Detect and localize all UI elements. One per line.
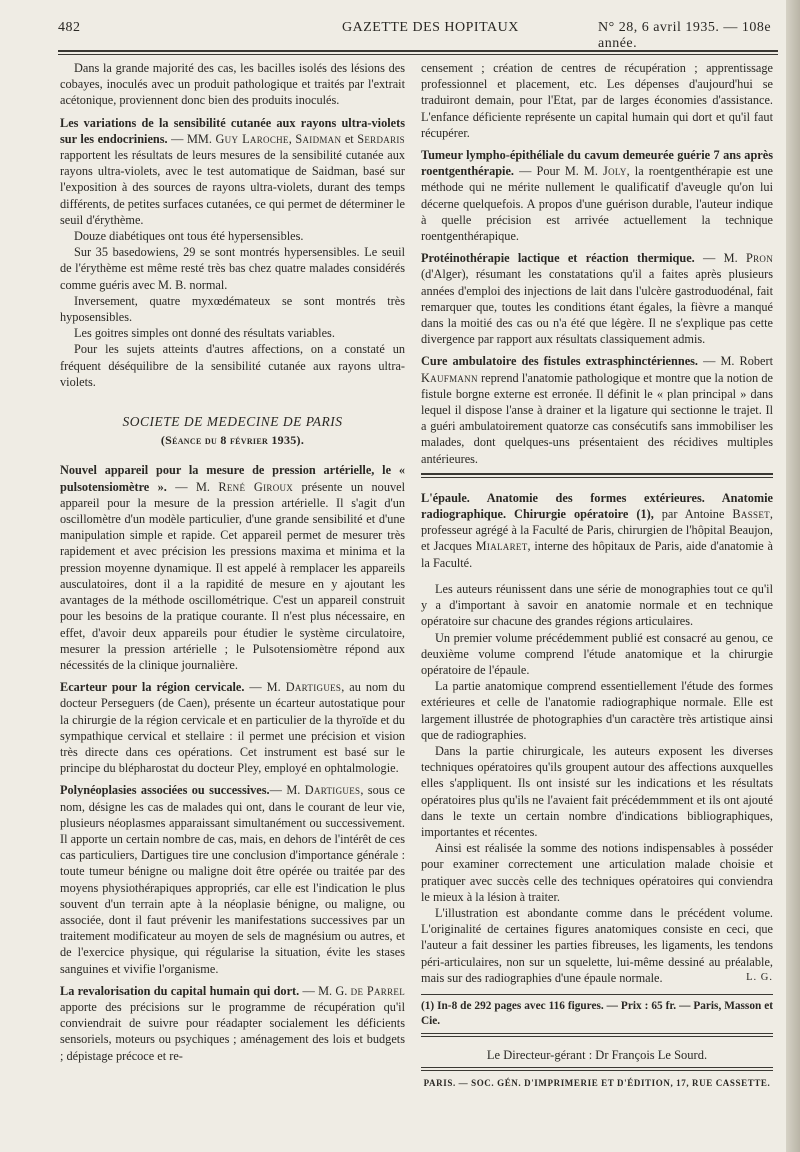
article-title: Ecarteur pour la région cervicale.	[60, 680, 245, 695]
left-column: Dans la grande majorité des cas, les bacilles isolés des lésions des cobayes, inoculés avec un produit pathologique et traités par l'extrait acétonique, proviennent donc bien des produits inoculés. Les variations de la sensibilité cutanée aux rayons ultra-violets sur les endocriniens. — MM. Guy Laroche, Saidman et Serdaris rapportent les résultats de leurs mesures de la sensibilité cutanée aux rayons ultra-violets, avec le test automatique de Saidman, basé sur l'exposition à des sources de rayons ultra-violets, durant des temps différents, de petites surfaces cutanées, ce qui permet de déterminer le seuil d'érythème. Douze diabétiques ont tous été hypersensibles. Sur 35 basedowiens, 29 se sont montrés hypersensibles. Le seuil de l'érythème est même resté très bas chez quatre malades considérés comme guéris avec M. B. normal. Inversement, quatre myxœdémateux se sont montrés très hyposensibles. Les goitres simples ont donné des résultats variables. Pour les sujets atteints d'autres affections, on a constaté un fréquent déséquilibre de la sensibilité cutanée aux rayons ultra-violets. SOCIETE DE MEDECINE DE PARIS (Séance du 8 février 1935). Nouvel appareil pour la mesure de pression artérielle, le « pulsotensiomètre ». — M. René Giroux présente un nouvel appareil pour la mesure de la pression artérielle. Il s'agit d'un oscillomètre d'un modèle particulier, d'une grande sensibilité et d'une manipulation simple et rapide. Cet appareil permet de mesurer très rapidement et avec précision les pressions maxima et minima et la pression moyenne dynamique. Il est appelé à remplacer les appareils ausculatoires, dont il a la rapidité de mesure en y ajoutant les avantages de la méthode oscillométrique. C'est un appareil construit pour les besoins de la pratique courante. Il n'est plus nécessaire, en effet, d'avoir deux appareils pour étudier le système circulatoire, mesurer la pression artérielle ; le Pulsotensiomètre répond aux nécessités de la clinique journalière. Ecarteur pour la région cervicale. — M. Dartigues, au nom du docteur Perseguers (de Caen), présente un écarteur autostatique pour la chirurgie de la région cervicale et en particulier de la thyroïde et du sympathique cervical et stellaire : il permet une précision et vision très directe dans ces opérations. Cet instrument est basé sur le principe du blépharostat du docteur Pley, employé en ophtalmologie. Polynéoplasies associées ou successives.— M. Dartigues, sous ce nom, désigne les cas de malades qui ont, dans le courant de leur vie, plusieurs néoplasmes apparaissant simultanément ou successivement. Il apporte un certain nombre de cas, mais, en dehors de l'intérêt de ces cas particuliers, Dartigues tire une conclusion d'importance générale : toute tumeur bénigne ou maligne doit être opérée ou traitée par des moyens physiothérapiques appropriés, car elle est l'indication le plus souvent d'un terrain apte à la néoplasie bénigne, ou maligne, ou associée, dont il faut prévenir les manifestations successives par un traitement modificateur au moyen de sels de magnésium ou autres, et de l'exercice physique, qui régularise la situation, évite les stases sanguines et vivifie l'organisme. La revalorisation du capital humain qui dort. — M. G. de Parrel apporte des précisions sur le programme de récupération qu'il conviendrait de suivre pour réadapter socialement les déficients sensoriels, moteurs ou psychiques ; aménagement des lois et budgets ; dépistage précoce et re-	[60, 61, 406, 1063]
author-name: Dartigues	[285, 680, 342, 695]
author-name: Pron	[745, 251, 774, 266]
footer-rule	[421, 1033, 773, 1037]
paragraph: Les auteurs réunissent dans une série de monographies tout ce qu'il y a d'important à savoir en anatomie normale et en technique opératoire sur chacune des grandes régions articulaires.	[421, 581, 773, 629]
paragraph: Les goitres simples ont donné des résultats variables.	[74, 326, 335, 341]
article-title: Cure ambulatoire des fistules extrasphinctériennes.	[421, 354, 699, 369]
paragraph: censement ; création de centres de récupération ; apprentissage professionnel et placement, etc. Les dépenses d'aujourd'hui se traduiront demain, pour l'Etat, par de larges économies d'assistance. L'enfance déficiente représente un capital humain qui dort et qu'il faut récupérer.	[421, 61, 773, 140]
author-name: Guy Laroche	[215, 131, 289, 146]
page-edge	[786, 0, 800, 1152]
author-name: Kaufmann	[421, 370, 478, 385]
section-subtitle: (Séance du 8 février 1935).	[160, 433, 305, 448]
author-name: Saidman	[295, 131, 342, 146]
article-title: Polynéoplasies associées ou successives.	[60, 783, 270, 798]
header-rule-thin	[58, 54, 778, 55]
paragraph: Sur 35 basedowiens, 29 se sont montrés hypersensibles. Le seuil de l'érythème est même resté très bas chez quatre malades considérés comme guéris avec M. B. normal.	[60, 245, 405, 292]
paragraph: Douze diabétiques ont tous été hypersensibles.	[74, 229, 304, 244]
review-signature: L. G.	[746, 971, 773, 983]
paragraph: Inversement, quatre myxœdémateux se sont montrés très hyposensibles.	[60, 293, 405, 325]
section-divider	[421, 473, 773, 478]
header-rule	[58, 50, 778, 52]
footer-rule	[421, 1067, 773, 1071]
director-line: Le Directeur-gérant : Dr François Le Sourd.	[486, 1047, 708, 1062]
footnote: (1) In-8 de 292 pages avec 116 figures. — Prix : 65 fr. — Paris, Masson et Cie.	[421, 999, 773, 1027]
author-name: René Giroux	[218, 479, 294, 494]
paragraph: Dans la grande majorité des cas, les bacilles isolés des lésions des cobayes, inoculés avec un produit pathologique et traités par l'extrait acétonique, proviennent donc bien des produits inoculés.	[60, 61, 405, 108]
author-name: de Parrel	[350, 983, 405, 998]
journal-title: GAZETTE DES HOPITAUX	[342, 20, 519, 35]
article-title: Les variations de la sensibilité cutanée aux rayons ultra-violets sur les endocriniens.	[60, 115, 405, 146]
article-title: Tumeur lympho-épithéliale du cavum demeurée guérie 7 ans après roentgenthérapie.	[421, 148, 773, 179]
article-title: Protéinothérapie lactique et réaction thermique.	[421, 251, 695, 266]
section-title: SOCIETE DE MEDECINE DE PARIS	[122, 414, 343, 430]
page-number: 482	[58, 20, 81, 35]
issue-info: N° 28, 6 avril 1935. — 108e année.	[598, 20, 772, 51]
paragraph: Un premier volume précédemment publié est consacré au genou, ce deuxième volume comprend l'étude anatomique et la chirurgie opératoire de l'épaule.	[421, 630, 773, 677]
book-review: L'épaule. Anatomie des formes extérieures. Anatomie radiographique. Chirurgie opératoire (1), par Antoine Basset, professeur agrégé à la Faculté de Paris, chirurgien de l'hôpital Beaujon, et Jacques Mialaret, interne des hôpitaux de Paris, aide d'anatomie à la Faculté. Les auteurs réunissent dans une série de monographies tout ce qu'il y a d'important à savoir en anatomie normale et en technique opératoire sur chacune des grandes régions articulaires. Un premier volume précédemment publié est consacré au genou, ce deuxième volume comprend l'étude anatomique et la chirurgie opératoire de l'épaule. La partie anatomique comprend essentiellement l'étude des formes extérieures et celle de l'anatomie radiographique normale. Elle est largement illustrée de photographies d'un caractère très artistique ainsi que de radiographies. Dans la partie chirurgicale, les auteurs exposent les diverses techniques opératoires qu'ils groupent autour des affections auxquelles elles s'appliquent. Ils ont insisté sur les indications et les résultats opératoires plus qu'ils ne l'avaient fait précédemmment et ils ont ajouté dans le texte un certain nombre d'indications bibliographiques, importantes et récentes. Ainsi est réalisée la somme des notions indispensables à posséder pour examiner correctement une articulation malade choisie et pratiquer avec succès celle des techniques opératoires qui conviendra le mieux à la lésion à traiter. L'illustration est abondante comme dans le précédent volume. L'originalité de certaines figures anatomiques consiste en ceci, que l'auteur a fait dessiner les parties fibreuses, les ligaments, les tendons péri-articulaires, non sur un squelette, lui-même dessiné au préalable, mais sur des radiographies d'une épaule normale. L. G.	[421, 490, 773, 985]
paragraph: L'illustration est abondante comme dans le précédent volume. L'originalité de certaines figures anatomiques consiste en ceci, que l'auteur a fait dessiner les parties fibreuses, les ligaments, les tendons péri-articulaires, non sur un squelette, lui-même dessiné au préalable, mais sur des radiographies d'une épaule normale. L. G.	[421, 905, 773, 985]
author-name: Basset	[732, 507, 770, 522]
printer-line: PARIS. — SOC. GÉN. D'IMPRIMERIE ET D'ÉDITION, 17, RUE CASSETTE.	[423, 1078, 771, 1089]
article-title: Nouvel appareil pour la mesure de pression artérielle, le « pulsotensiomètre ».	[60, 463, 405, 494]
paragraph: Dans la partie chirurgicale, les auteurs exposent les diverses techniques opératoires qu'ils groupent autour des affections auxquelles elles s'appliquent. Ils ont insisté sur les indications et les résultats opératoires plus qu'ils ne l'avaient fait précédemmment et ils ont ajouté dans le texte un certain nombre d'indications bibliographiques, importantes et récentes.	[421, 743, 773, 839]
running-header	[58, 20, 778, 51]
author-name: Serdaris	[357, 131, 405, 146]
paragraph: Ainsi est réalisée la somme des notions indispensables à posséder pour examiner correctement une articulation malade choisie et pratiquer avec succès celle des techniques opératoires qui conviendra le mieux à la lésion à traiter.	[421, 841, 773, 904]
paragraph: La partie anatomique comprend essentiellement l'étude des formes extérieures et celle de l'anatomie radiographique normale. Elle est largement illustrée de photographies d'un caractère très artistique ainsi que de radiographies.	[421, 679, 773, 742]
author-name: Dartigues	[304, 783, 361, 798]
book-title: L'épaule. Anatomie des formes extérieures. Anatomie radiographique. Chirurgie opératoire (1),	[421, 490, 773, 522]
paragraph: Pour les sujets atteints d'autres affections, on a constaté un fréquent déséquilibre de la sensibilité cutanée aux rayons ultra-violets.	[60, 342, 405, 389]
author-name: Mialaret	[475, 539, 528, 554]
article-title: La revalorisation du capital humain qui dort.	[60, 983, 300, 998]
right-column: censement ; création de centres de récupération ; apprentissage professionnel et placement, etc. Les dépenses d'aujourd'hui se traduiront demain, pour l'Etat, par de larges économies d'assistance. L'enfance déficiente représente un capital humain qui dort et qu'il faut récupérer. Tumeur lympho-épithéliale du cavum demeurée guérie 7 ans après roentgenthérapie. — Pour M. M. Joly, la roentgenthérapie est une méthode qui ne mérite nullement le qualificatif d'aveugle qu'on lui décerne quelquefois. A propos d'une guérison durable, l'auteur indique à quelle précision est arrivée actuellement la technique roentgenthérapique. Protéinothérapie lactique et réaction thermique. — M. Pron (d'Alger), résumant les constatations qu'il a faites après plusieurs années d'emploi des injections de lait dans l'ulcère gastroduodénal, fait remarquer que, toutes les conditions étant égales, la fièvre a manqué dans la moitié des cas ou n'a été que légère. Il ne s'explique pas cette divergence par rapport aux résultats classiquement admis. Cure ambulatoire des fistules extrasphinctériennes. — M. Robert Kaufmann reprend l'anatomie pathologique et montre que la notion de fistule borgne externe est erronée. Il définit le « plan principal » dans lequel il dispose l'anse à drainer et la ligature qui sectionne le trajet. Il a guéri ambulatoirement quatorze cas consécutifs sans immobiliser les malades, dont quelques-uns présentaient des récidives multiples antérieures. L'épaule. Anatomie des formes extérieures. Anatomie radiographique. Chirurgie opératoire (1), par Antoine Basset, professeur agrégé à la Faculté de Paris, chirurgien de l'hôpital Beaujon, et Jacques Mialaret, interne des hôpitaux de Paris, aide d'anatomie à la Faculté. Les auteurs réunissent dans une série de monographies tout ce qu'il y a d'important à savoir en anatomie normale et en technique opératoire sur chacune des grandes régions articulaires. Un premier volume précédemment publié est consacré au genou, ce deuxième volume comprend l'étude anatomique et la chirurgie opératoire de l'épaule. La partie anatomique comprend essentiellement l'étude des formes extérieures et celle de l'anatomie radiographique normale. Elle est largement illustrée de photographies d'un caractère très artistique ainsi que de radiographies. Dans la partie chirurgicale, les auteurs exposent les diverses techniques opératoires qu'ils groupent autour des affections auxquelles elles s'appliquent. Ils ont insisté sur les indications et les résultats opératoires plus qu'ils ne l'avaient fait précédemmment et ils ont ajouté dans le texte un certain nombre d'indications bibliographiques, importantes et récentes. Ainsi est réalisée la somme des notions indispensables à posséder pour examiner correctement une articulation malade choisie et pratiquer avec succès celle des techniques opératoires qui conviendra le mieux à la lésion à traiter. L'illustration est abondante comme dans le précédent volume. L'originalité de certaines figures anatomiques consiste en ceci, que l'auteur a fait dessiner les parties fibreuses, les ligaments, les tendons péri-articulaires, non sur un squelette, lui-même dessiné au préalable, mais sur des radiographies d'une épaule normale. L. G. (1) In-8 de 292 pages avec 116 figures. — Prix : 65 fr. — Paris, Masson et Cie. Le Directeur-gérant : Dr François Le Sourd. PARIS. — SOC. GÉN. D'IMPRIMERIE ET D'ÉDITION, 17, RUE CASSETTE.	[421, 60, 773, 1091]
author-name: Joly	[603, 164, 627, 179]
footnote-rule	[421, 994, 773, 995]
